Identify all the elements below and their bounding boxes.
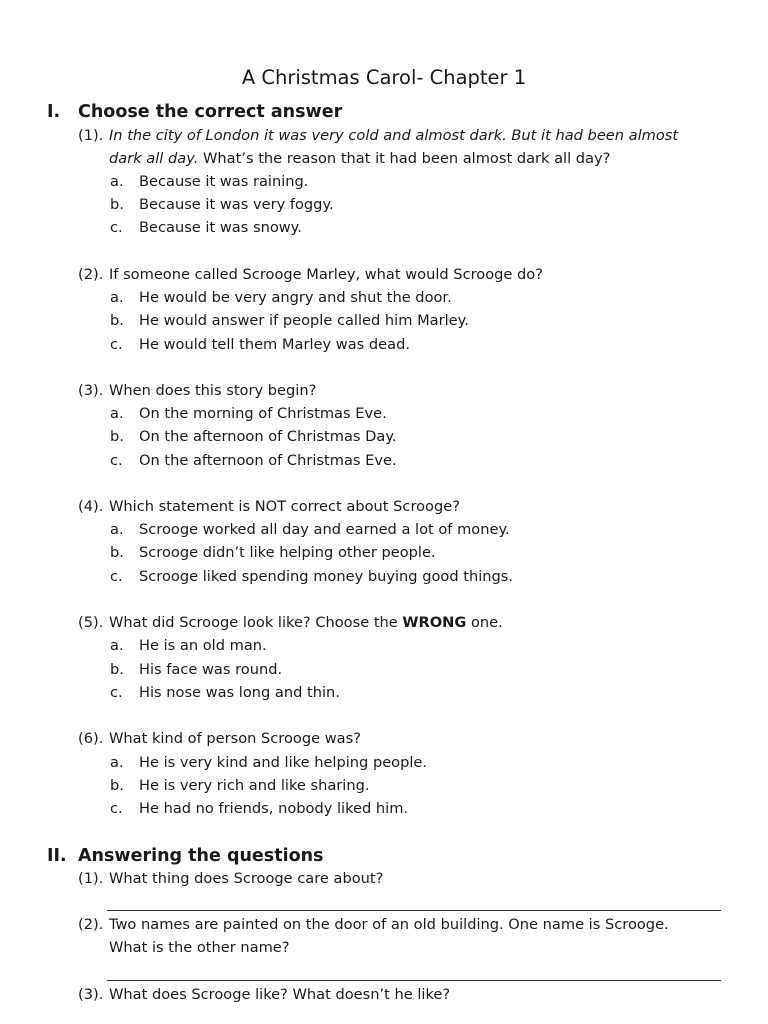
option-letter: c. <box>110 800 123 817</box>
option-letter: b. <box>110 777 124 794</box>
question-1-text-line-1 <box>109 126 678 146</box>
option-letter: c. <box>110 336 123 353</box>
option-letter: a. <box>110 521 124 538</box>
option-letter: c. <box>110 684 123 701</box>
question-5-text-bold: WRONG <box>402 614 467 631</box>
option-letter: b. <box>110 661 124 678</box>
open-question-3-text: What does Scrooge like? What doesn’t he like? <box>109 986 451 1003</box>
question-2-number: (2). <box>78 266 104 283</box>
option-letter: c. <box>110 568 123 585</box>
section-2-number: II. <box>47 846 67 866</box>
option-letter: b. <box>110 196 124 213</box>
open-question-1-number: (1). <box>78 870 104 887</box>
question-5-text-after: one. <box>466 614 503 631</box>
answer-line-1[interactable] <box>107 910 721 911</box>
option-text: On the morning of Christmas Eve. <box>139 405 387 422</box>
answer-line-2[interactable] <box>107 980 721 981</box>
option-text: Because it was snowy. <box>139 219 302 236</box>
question-4-text: Which statement is NOT correct about Scrooge? <box>109 498 460 515</box>
option-letter: a. <box>110 754 124 771</box>
option-text: On the afternoon of Christmas Day. <box>139 428 397 445</box>
option-text: On the afternoon of Christmas Eve. <box>139 452 397 469</box>
section-1-title: Choose the correct answer <box>78 102 343 122</box>
question-1-number: (1). <box>78 127 104 144</box>
question-6-text: What kind of person Scrooge was? <box>109 730 361 747</box>
open-question-2-text-line-1: Two names are painted on the door of an old building. One name is Scrooge. <box>109 916 669 933</box>
question-1-text-line-2 <box>109 149 610 169</box>
open-question-2-number: (2). <box>78 916 104 933</box>
option-letter: a. <box>110 637 124 654</box>
option-text: He would be very angry and shut the door. <box>139 289 452 306</box>
option-letter: c. <box>110 452 123 469</box>
open-question-2-text-line-2: What is the other name? <box>109 939 290 956</box>
question-5-number: (5). <box>78 614 104 631</box>
question-1-italic-1: In the city of London it was very cold and almost dark. But it had been almost <box>109 127 679 144</box>
option-text: Scrooge liked spending money buying good things. <box>139 568 514 585</box>
question-4-number: (4). <box>78 498 104 515</box>
option-text: He is very kind and like helping people. <box>139 754 428 771</box>
question-2-text: If someone called Scrooge Marley, what would Scrooge do? <box>109 266 543 283</box>
question-3-text: When does this story begin? <box>109 382 317 399</box>
question-5-text-before: What did Scrooge look like? Choose the <box>109 614 403 631</box>
option-text: He is an old man. <box>139 637 267 654</box>
option-letter: b. <box>110 312 124 329</box>
question-6-number: (6). <box>78 730 104 747</box>
open-question-3-number: (3). <box>78 986 104 1003</box>
option-text: Scrooge worked all day and earned a lot of money. <box>139 521 510 538</box>
option-letter: b. <box>110 428 124 445</box>
option-text: He would answer if people called him Marley. <box>139 312 469 329</box>
question-5-text <box>109 613 503 633</box>
option-text: Because it was raining. <box>139 173 309 190</box>
option-letter: b. <box>110 544 124 561</box>
option-letter: a. <box>110 289 124 306</box>
option-letter: a. <box>110 173 124 190</box>
option-text: He would tell them Marley was dead. <box>139 336 410 353</box>
section-2-title: Answering the questions <box>78 846 324 866</box>
open-question-1-text: What thing does Scrooge care about? <box>109 870 384 887</box>
option-letter: a. <box>110 405 124 422</box>
question-3-number: (3). <box>78 382 104 399</box>
option-letter: c. <box>110 219 123 236</box>
question-1-prompt: What’s the reason that it had been almost dark all day? <box>198 150 611 167</box>
option-text: He had no friends, nobody liked him. <box>139 800 409 817</box>
question-1-italic-2: dark all day. <box>109 150 199 167</box>
option-text: His nose was long and thin. <box>139 684 340 701</box>
section-1-number: I. <box>47 102 61 122</box>
page-title: A Christmas Carol- Chapter 1 <box>241 66 527 89</box>
option-text: His face was round. <box>139 661 283 678</box>
option-text: He is very rich and like sharing. <box>139 777 370 794</box>
option-text: Scrooge didn’t like helping other people. <box>139 544 436 561</box>
option-text: Because it was very foggy. <box>139 196 334 213</box>
